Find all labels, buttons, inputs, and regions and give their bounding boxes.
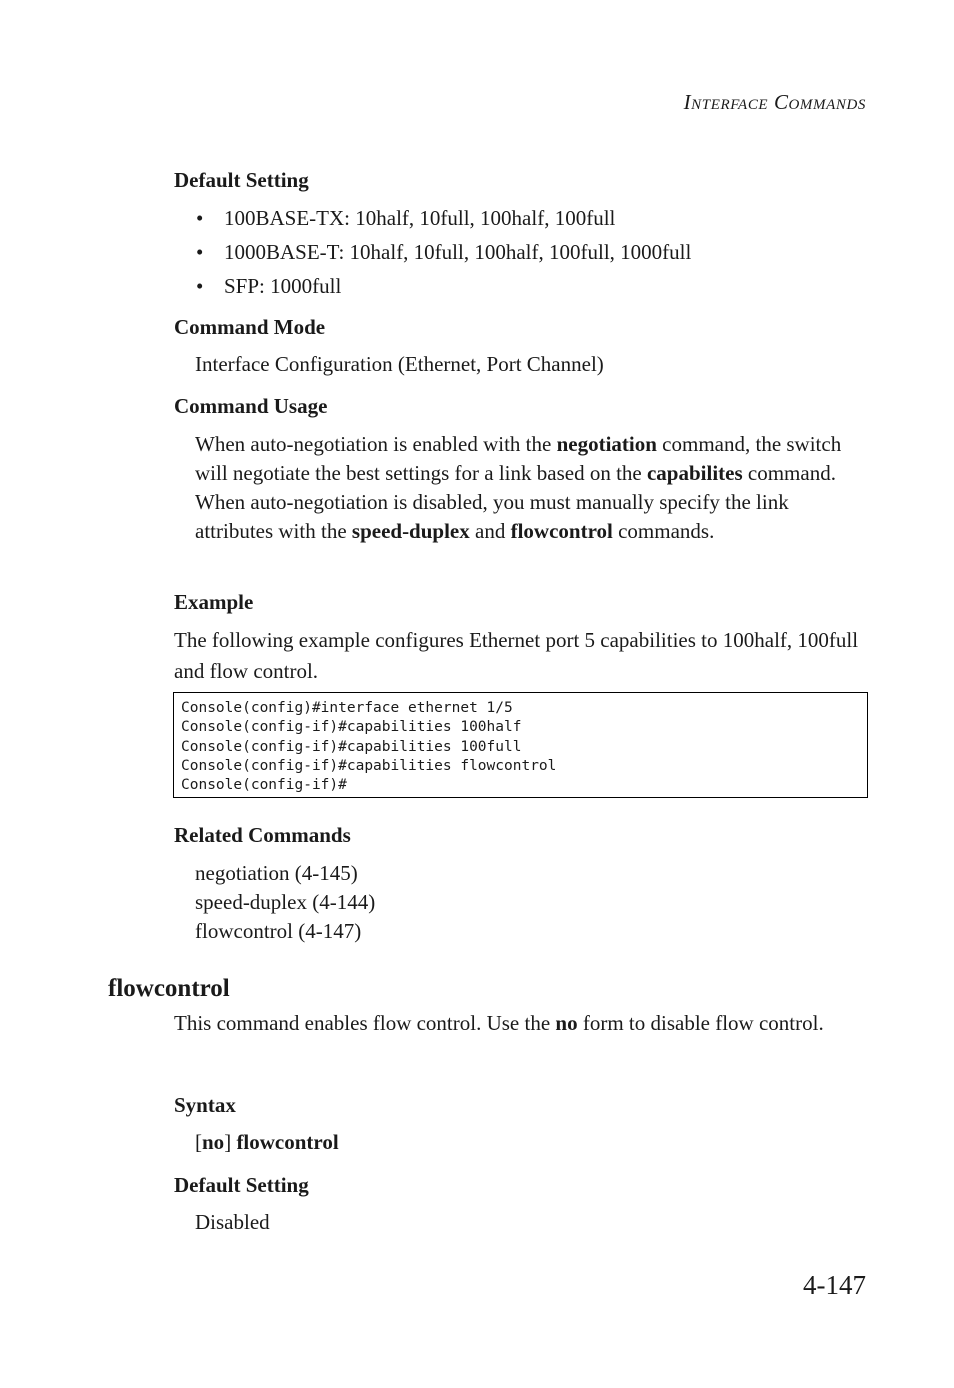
command-usage-text: When auto-negotiation is enabled with the negotiation command, the switch will negotiate the best settings for a link based on the capabilites command. When auto-negotiation is disabled, you must manually specify the link attributes with the speed-duplex and flowcontrol commands. xyxy=(195,432,842,543)
command-mode-text: Interface Configuration (Ethernet, Port Channel) xyxy=(195,352,604,376)
header-word-2: OMMANDS xyxy=(788,97,866,113)
flowcontrol-term: flowcontrol xyxy=(510,519,613,543)
section-title: flowcontrol xyxy=(108,975,230,1002)
running-header xyxy=(684,90,866,115)
list-item: negotiation (4-145) xyxy=(195,861,358,885)
list-item: • 100BASE-TX: 10half, 10full, 100half, 100full xyxy=(196,206,616,230)
syntax-heading: Syntax xyxy=(174,1093,236,1117)
header-initial-1: I xyxy=(683,90,692,114)
flowcontrol-description: This command enables flow control. Use the no form to disable flow control. xyxy=(174,1011,824,1035)
list-item: • 1000BASE-T: 10half, 10full, 100half, 100full, 1000full xyxy=(196,240,692,264)
example-text: The following example configures Ethernet port 5 capabilities to 100half, 100full and flow control. xyxy=(174,628,859,683)
list-item: speed-duplex (4-144) xyxy=(195,890,376,914)
related-commands-heading: Related Commands xyxy=(174,823,351,847)
default-setting-list xyxy=(196,203,691,305)
command-mode-heading: Command Mode xyxy=(174,315,326,339)
code-example xyxy=(173,692,868,798)
list-item: flowcontrol (4-147) xyxy=(195,919,362,943)
default-setting-heading: Default Setting xyxy=(174,168,309,192)
list-item: • SFP: 1000full xyxy=(196,274,342,298)
code-line: Console(config)#interface ethernet 1/5 xyxy=(181,700,513,716)
example-heading: Example xyxy=(174,590,254,614)
header-initial-2: C xyxy=(773,90,789,114)
no-term: no xyxy=(555,1011,578,1035)
capabilites-term: capabilites xyxy=(646,461,743,485)
speed-duplex-term: speed-duplex xyxy=(351,519,470,543)
related-commands-list xyxy=(195,859,375,946)
command-usage-heading: Command Usage xyxy=(174,394,328,418)
default-setting-heading-2: Default Setting xyxy=(174,1173,309,1197)
code-line: Console(config-if)#capabilities 100full xyxy=(181,738,522,755)
code-line: Console(config-if)#capabilities 100half xyxy=(181,719,522,736)
code-line: Console(config-if)#capabilities flowcontrol xyxy=(181,757,557,774)
syntax-text: [no] flowcontrol xyxy=(195,1130,339,1154)
code-line: Console(config-if)# xyxy=(181,777,347,794)
default-setting-value: Disabled xyxy=(195,1210,270,1234)
page-number: 4-147 xyxy=(803,1270,866,1300)
header-word-1: NTERFACE xyxy=(691,97,769,113)
negotiation-term: negotiation xyxy=(556,432,657,456)
